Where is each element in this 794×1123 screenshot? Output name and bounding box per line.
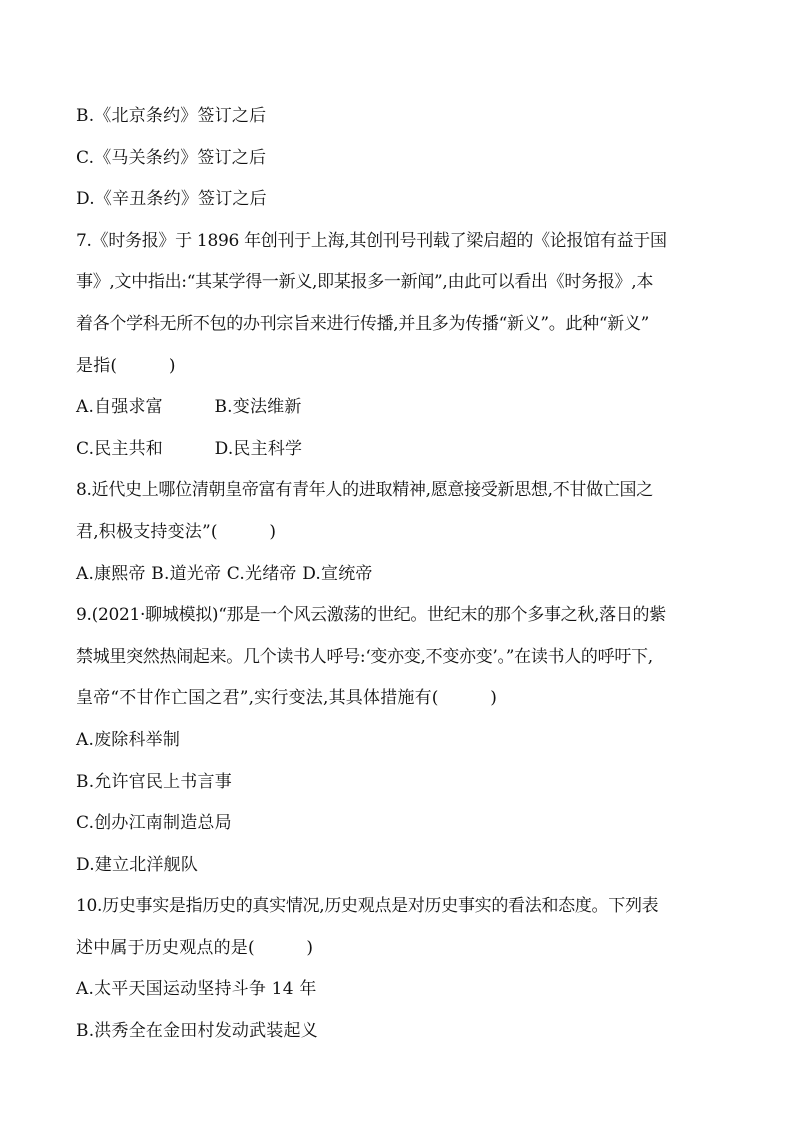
question-7-line-2: 事》,文中指出:“其某学得一新义,即某报多一新闻”,由此可以看出《时务报》,本 <box>76 272 654 293</box>
question-9-line-2: 禁城里突然热闹起来。几个读书人呼号:‘变亦变,不变亦变’。”在读书人的呼吁下, <box>76 646 653 667</box>
question-10-line-1: 10.历史事实是指历史的真实情况,历史观点是对历史事实的看法和态度。下列表 <box>76 896 659 917</box>
option-c-q6: C.《马关条约》签订之后 <box>76 147 267 168</box>
question-8-line-1: 8.近代史上哪位清朝皇帝富有青年人的进取精神,愿意接受新思想,不甘做亡国之 <box>76 480 653 501</box>
options-q8: A.康熙帝 B.道光帝 C.光绪帝 D.宣统帝 <box>76 563 373 584</box>
question-7-line-3: 着各个学科无所不包的办刊宗旨来进行传播,并且多为传播“新义”。此种“新义” <box>76 313 650 334</box>
option-b-q10: B.洪秀全在金田村发动武装起义 <box>76 1021 318 1042</box>
option-a-q10: A.太平天国运动坚持斗争 14 年 <box>76 979 317 1000</box>
option-c-q9: C.创办江南制造总局 <box>76 813 232 834</box>
question-10-line-2: 述中属于历史观点的是( ) <box>76 937 314 958</box>
question-7-line-1: 7.《时务报》于 1896 年创刊于上海,其创刊号刊载了梁启超的《论报馆有益于国 <box>76 230 667 251</box>
question-8-line-2: 君,积极支持变法”( ) <box>76 521 277 542</box>
option-b-q6: B.《北京条约》签订之后 <box>76 106 267 126</box>
option-b-q9: B.允许官民上书言事 <box>76 771 232 792</box>
option-a-q9: A.废除科举制 <box>76 729 181 750</box>
options-cd-q7: C.民主共和 D.民主科学 <box>76 438 303 459</box>
question-9-line-1: 9.(2021·聊城模拟)“那是一个风云激荡的世纪。世纪末的那个多事之秋,落日的紫 <box>76 605 666 626</box>
options-ab-q7: A.自强求富 B.变法维新 <box>76 397 302 418</box>
question-text <box>76 101 726 1058</box>
question-7-line-4: 是指( ) <box>76 355 176 376</box>
option-d-q9: D.建立北洋舰队 <box>76 854 199 875</box>
option-d-q6: D.《辛丑条约》签订之后 <box>76 189 267 210</box>
question-9-line-3: 皇帝“不甘作亡国之君”,实行变法,其具体措施有( ) <box>76 688 498 709</box>
